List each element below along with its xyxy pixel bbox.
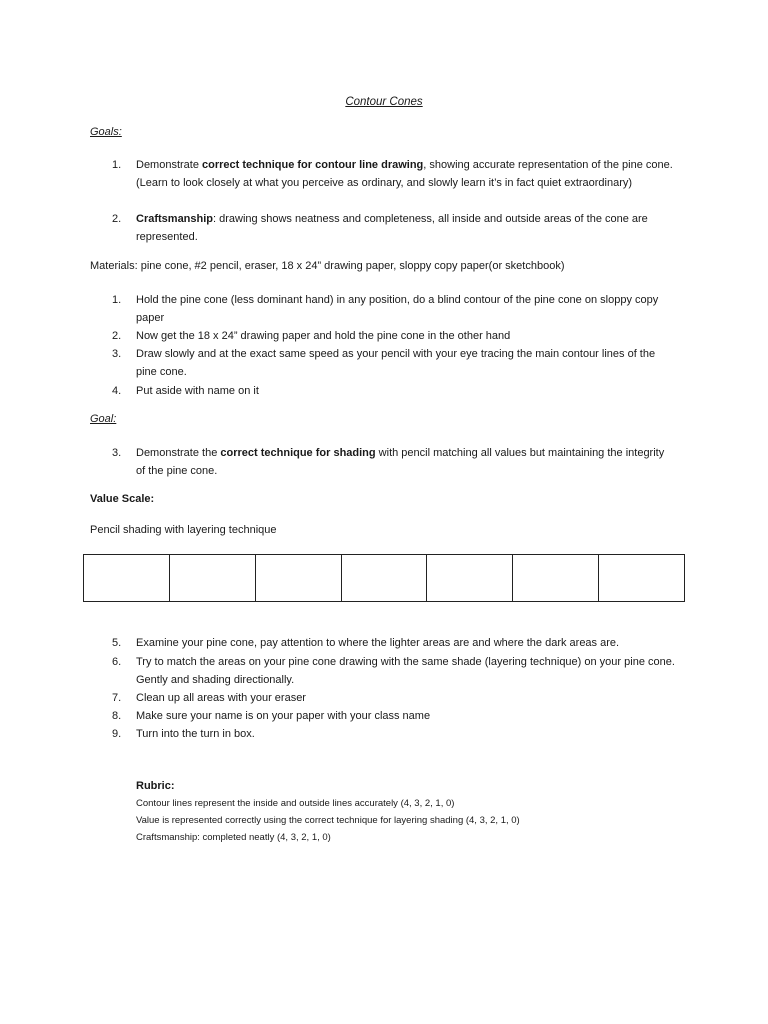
- step-9-text: Turn into the turn in box.: [136, 728, 255, 740]
- step-1-text: Hold the pine cone (less dominant hand) in any position, do a blind contour of the pine cone on sloppy copy paper: [136, 294, 659, 324]
- materials-line: Materials: pine cone, #2 pencil, eraser, 18 x 24” drawing paper, sloppy copy paper(or sketchbook): [90, 260, 565, 272]
- value-scale-cell: [169, 555, 255, 602]
- goal-label: Goal:: [90, 413, 117, 425]
- step-1-number: 1.: [112, 294, 122, 306]
- goal-2-text: Craftsmanship: drawing shows neatness and completeness, all inside and outside areas of the cone are represented.: [136, 213, 648, 243]
- rubric-heading: Rubric:: [136, 780, 175, 792]
- goal-1-text: Demonstrate correct technique for contour line drawing, showing accurate representation of the pine cone. (Learn to look closely at what you perceive as ordinary, and slowly learn it’s in fact quiet extraordinary): [136, 159, 673, 189]
- goal-3-text: Demonstrate the correct technique for shading with pencil matching all values but maintaining the integrity of the pine cone.: [136, 447, 665, 477]
- goal-3-number: 3.: [112, 447, 122, 459]
- rubric-line-contour: Contour lines represent the inside and outside lines accurately (4, 3, 2, 1, 0): [136, 798, 455, 809]
- value-scale-cell: [84, 555, 170, 602]
- value-scale-cell: [341, 555, 427, 602]
- value-scale-cell: [599, 555, 685, 602]
- step-2-text: Now get the 18 x 24” drawing paper and hold the pine cone in the other hand: [136, 330, 511, 342]
- value-scale-heading: Value Scale:: [90, 493, 155, 505]
- step-7-number: 7.: [112, 692, 122, 704]
- step-6-text: Try to match the areas on your pine cone drawing with the same shade (layering technique) on your pine cone. Gently and shading directionally.: [136, 656, 675, 686]
- step-4-text: Put aside with name on it: [136, 385, 259, 397]
- value-scale-cell: [255, 555, 341, 602]
- goal-2-bold: Craftsmanship: [136, 213, 214, 225]
- step-4-number: 4.: [112, 385, 122, 397]
- step-5-text: Examine your pine cone, pay attention to where the lighter areas are and where the dark areas are.: [136, 637, 620, 649]
- value-scale-table: [83, 554, 685, 602]
- value-scale-subtitle: Pencil shading with layering technique: [90, 524, 277, 536]
- goal-2-number: 2.: [112, 213, 122, 225]
- rubric-line-craftsmanship: Craftsmanship: completed neatly (4, 3, 2, 1, 0): [136, 832, 331, 843]
- goal-1-bold: correct technique for contour line drawing: [202, 159, 424, 171]
- step-7-text: Clean up all areas with your eraser: [136, 692, 306, 704]
- step-3-number: 3.: [112, 348, 122, 360]
- step-8-text: Make sure your name is on your paper with your class name: [136, 710, 431, 722]
- goals-label: Goals:: [90, 126, 122, 138]
- value-scale-row: [84, 555, 685, 602]
- page-title: Contour Cones: [345, 96, 423, 108]
- goal-3-bold: correct technique for shading: [220, 447, 376, 459]
- value-scale-cell: [513, 555, 599, 602]
- step-2-number: 2.: [112, 330, 122, 342]
- step-8-number: 8.: [112, 710, 122, 722]
- rubric-line-value: Value is represented correctly using the correct technique for layering shading (4, 3, 2, 1, 0): [136, 815, 520, 826]
- goal-1-number: 1.: [112, 159, 122, 171]
- step-3-text: Draw slowly and at the exact same speed as your pencil with your eye tracing the main contour lines of the pine cone.: [136, 348, 656, 378]
- step-5-number: 5.: [112, 637, 122, 649]
- step-6-number: 6.: [112, 656, 122, 668]
- step-9-number: 9.: [112, 728, 122, 740]
- value-scale-cell: [427, 555, 513, 602]
